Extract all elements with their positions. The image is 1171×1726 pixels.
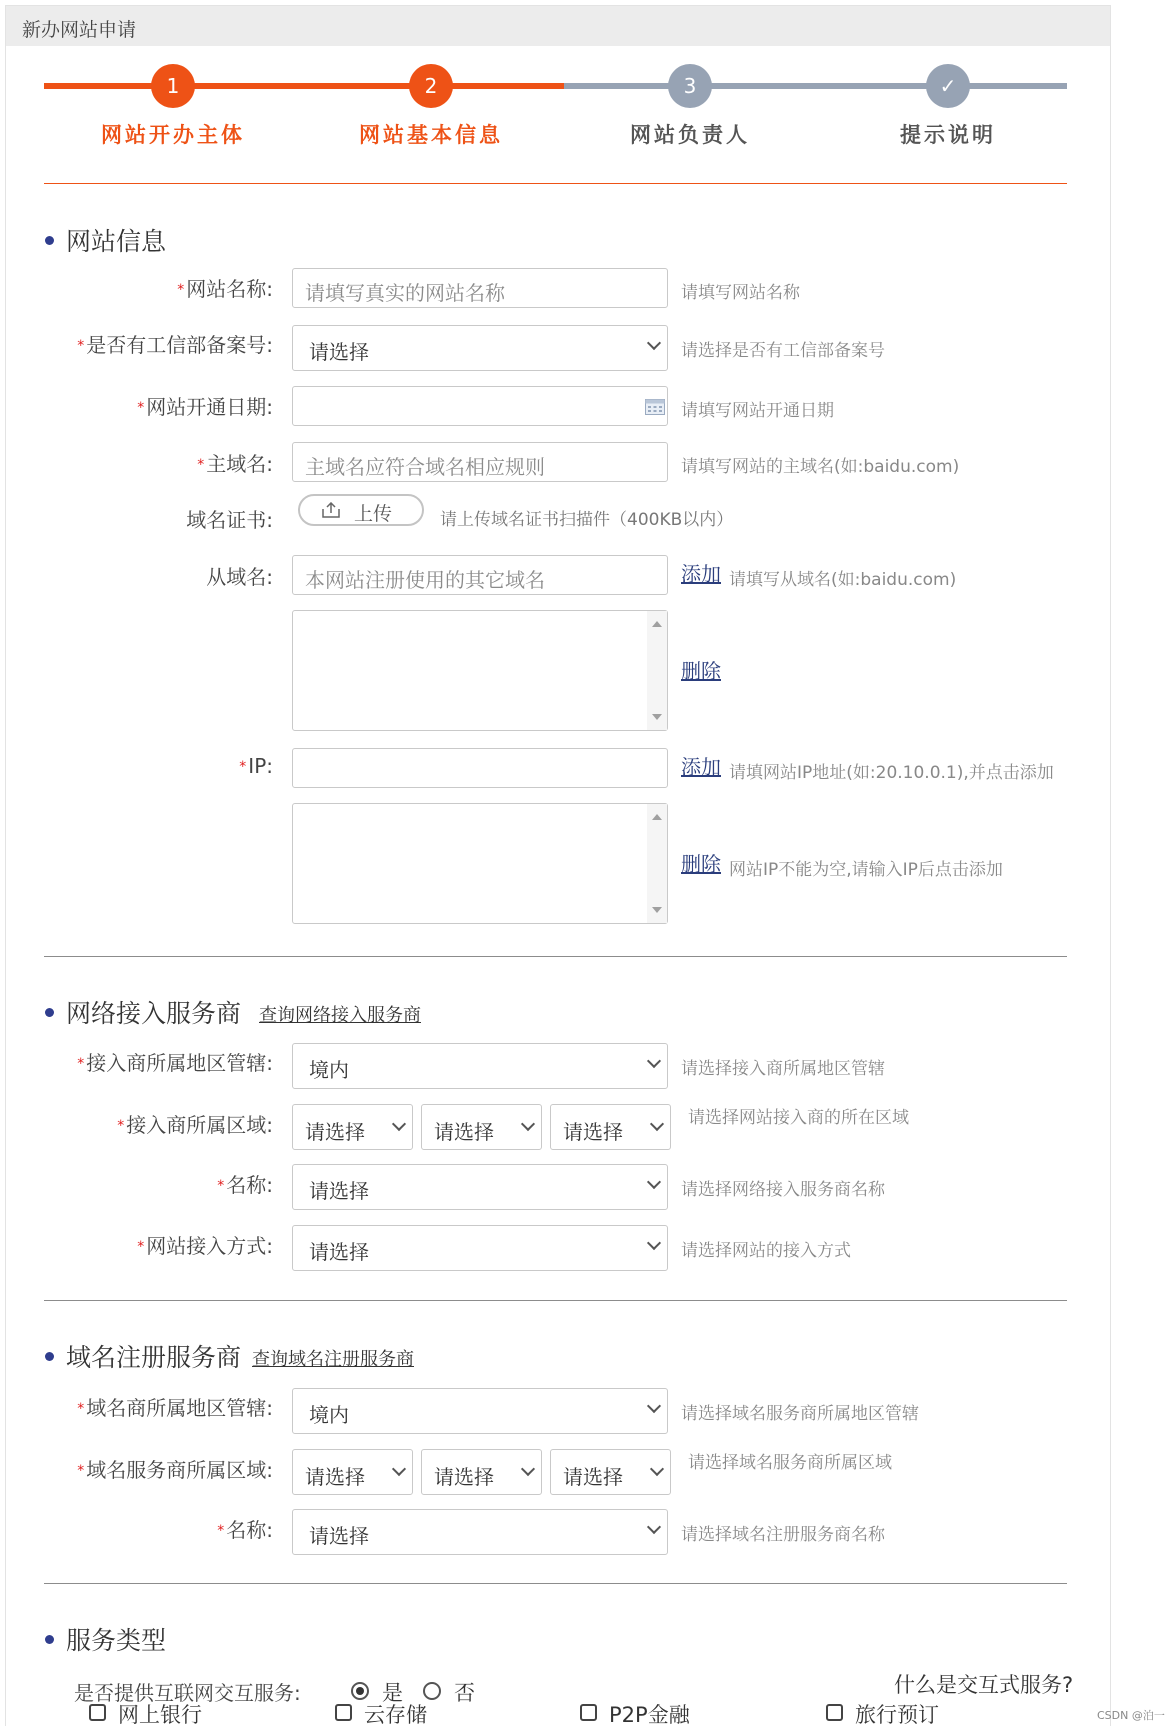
registrar-region-admin-hint: 请选择域名服务商所属地区管辖 — [681, 1404, 919, 1424]
calendar-icon[interactable] — [645, 399, 665, 415]
progress-line-todo — [564, 83, 1067, 89]
step-4-label[interactable]: 提示说明 — [900, 123, 996, 147]
bullet-icon — [45, 1008, 54, 1017]
ip-input[interactable] — [292, 748, 668, 788]
bullet-icon — [45, 1352, 54, 1361]
option-online-banking-label[interactable]: 网上银行 — [118, 1703, 202, 1726]
main-domain-label: * 主域名: — [197, 452, 273, 476]
step-1-label[interactable]: 网站开办主体 — [101, 123, 245, 147]
registrar-region-admin-select[interactable]: 境内 — [292, 1388, 668, 1434]
watermark: CSDN @泊一 — [1097, 1709, 1165, 1722]
sub-domain-list[interactable] — [292, 610, 668, 731]
chevron-down-icon — [647, 1175, 661, 1189]
isp-region-label: * 接入商所属区域: — [117, 1113, 273, 1137]
isp-region-admin-select[interactable]: 境内 — [292, 1043, 668, 1089]
steps-divider — [44, 183, 1067, 184]
chevron-down-icon — [647, 1520, 661, 1534]
access-mode-select[interactable]: 请选择 — [292, 1225, 668, 1271]
scroll-down-icon[interactable] — [652, 714, 662, 720]
access-mode-label: * 网站接入方式: — [137, 1234, 273, 1258]
sub-domain-label: 从域名: — [206, 565, 273, 589]
option-p2p-finance-label[interactable]: P2P金融 — [609, 1703, 690, 1726]
sub-domain-add-link[interactable]: 添加 — [681, 562, 721, 586]
checkbox-travel-booking[interactable] — [826, 1704, 843, 1721]
site-name-label: * 网站名称: — [177, 277, 273, 301]
access-mode-hint: 请选择网站的接入方式 — [681, 1241, 851, 1261]
registrar-region-label: * 域名服务商所属区域: — [77, 1458, 273, 1482]
upload-icon — [322, 502, 340, 518]
registrar-name-select[interactable]: 请选择 — [292, 1509, 668, 1555]
sub-domain-input[interactable]: 本网站注册使用的其它域名 — [292, 555, 668, 595]
interactive-service-label: 是否提供互联网交互服务: — [74, 1681, 301, 1705]
bullet-icon — [45, 1635, 54, 1644]
section-site-info: 网站信息 — [45, 222, 166, 258]
chevron-down-icon — [647, 1236, 661, 1250]
step-4-marker[interactable]: ✓ — [926, 64, 970, 108]
step-3-marker[interactable]: 3 — [668, 64, 712, 108]
section-registrar: 域名注册服务商 — [45, 1338, 241, 1374]
radio-yes-label[interactable]: 是 — [382, 1681, 403, 1705]
isp-name-label: * 名称: — [217, 1173, 273, 1197]
checkbox-online-banking[interactable] — [89, 1704, 106, 1721]
registrar-query-link[interactable]: 查询域名注册服务商 — [252, 1349, 414, 1370]
scrollbar[interactable] — [647, 804, 667, 923]
cert-label: 域名证书: — [186, 508, 273, 532]
site-name-input[interactable]: 请填写真实的网站名称 — [292, 268, 668, 308]
step-1-marker[interactable]: 1 — [151, 64, 195, 108]
chevron-down-icon — [521, 1462, 535, 1476]
sub-domain-delete-link[interactable]: 删除 — [681, 659, 721, 683]
registrar-name-hint: 请选择域名注册服务商名称 — [681, 1525, 885, 1545]
registrar-district-select[interactable]: 请选择 — [550, 1449, 671, 1495]
chevron-down-icon — [650, 1117, 664, 1131]
isp-name-select[interactable]: 请选择 — [292, 1164, 668, 1210]
checkbox-p2p-finance[interactable] — [580, 1704, 597, 1721]
isp-province-select[interactable]: 请选择 — [292, 1104, 413, 1150]
checkbox-cloud-storage[interactable] — [335, 1704, 352, 1721]
ip-list[interactable] — [292, 803, 668, 924]
cert-hint: 请上传域名证书扫描件（400KB以内） — [440, 510, 734, 530]
page-title: 新办网站申请 — [22, 19, 137, 41]
scroll-up-icon[interactable] — [652, 814, 662, 820]
scrollbar[interactable] — [647, 611, 667, 730]
chevron-down-icon — [392, 1462, 406, 1476]
ip-hint: 请填网站IP地址(如:20.10.0.1),并点击添加 — [729, 763, 1054, 783]
step-3-label[interactable]: 网站负责人 — [630, 123, 750, 147]
section-divider — [44, 956, 1067, 957]
registrar-name-label: * 名称: — [217, 1518, 273, 1542]
isp-city-select[interactable]: 请选择 — [421, 1104, 542, 1150]
chevron-down-icon — [521, 1117, 535, 1131]
title-bar — [6, 6, 1110, 46]
chevron-down-icon — [647, 336, 661, 350]
scroll-down-icon[interactable] — [652, 907, 662, 913]
isp-query-link[interactable]: 查询网络接入服务商 — [259, 1005, 421, 1026]
registrar-region-hint: 请选择域名服务商所属区域 — [688, 1453, 892, 1473]
upload-button[interactable]: 上传 — [298, 494, 424, 526]
chevron-down-icon — [392, 1117, 406, 1131]
isp-region-admin-hint: 请选择接入商所属地区管辖 — [681, 1059, 885, 1079]
radio-no[interactable] — [423, 1682, 441, 1700]
section-divider — [44, 1583, 1067, 1584]
progress-line-done — [44, 83, 564, 89]
section-service-type: 服务类型 — [45, 1621, 166, 1657]
ip-delete-link[interactable]: 删除 — [681, 852, 721, 876]
option-cloud-storage-label[interactable]: 云存储 — [364, 1703, 427, 1726]
chevron-down-icon — [650, 1462, 664, 1476]
radio-no-label[interactable]: 否 — [454, 1681, 475, 1705]
step-2-marker[interactable]: 2 — [409, 64, 453, 108]
open-date-input[interactable] — [292, 386, 668, 426]
chevron-down-icon — [647, 1399, 661, 1413]
isp-region-hint: 请选择网站接入商的所在区域 — [688, 1108, 909, 1128]
radio-yes[interactable] — [351, 1682, 369, 1700]
sub-domain-hint: 请填写从域名(如:baidu.com) — [729, 570, 957, 590]
registrar-region-admin-label: * 域名商所属地区管辖: — [77, 1396, 273, 1420]
section-divider — [44, 1300, 1067, 1301]
isp-district-select[interactable]: 请选择 — [550, 1104, 671, 1150]
scroll-up-icon[interactable] — [652, 621, 662, 627]
isp-region-admin-label: * 接入商所属地区管辖: — [77, 1051, 273, 1075]
step-2-label[interactable]: 网站基本信息 — [359, 123, 503, 147]
icp-select[interactable]: 请选择 — [292, 325, 668, 371]
isp-name-hint: 请选择网络接入服务商名称 — [681, 1180, 885, 1200]
what-is-interactive-link[interactable]: 什么是交互式服务? — [894, 1673, 1074, 1697]
registrar-city-select[interactable]: 请选择 — [421, 1449, 542, 1495]
chevron-down-icon — [647, 1054, 661, 1068]
bullet-icon — [45, 236, 54, 245]
ip-label: * IP: — [239, 754, 273, 778]
section-isp: 网络接入服务商 — [45, 994, 241, 1030]
ip-delete-hint: 网站IP不能为空,请输入IP后点击添加 — [729, 860, 1003, 880]
icp-hint: 请选择是否有工信部备案号 — [681, 341, 885, 361]
registrar-province-select[interactable]: 请选择 — [292, 1449, 413, 1495]
ip-add-link[interactable]: 添加 — [681, 755, 721, 779]
option-travel-booking-label[interactable]: 旅行预订 — [855, 1703, 939, 1726]
main-domain-hint: 请填写网站的主域名(如:baidu.com) — [681, 457, 960, 477]
open-date-hint: 请填写网站开通日期 — [681, 401, 834, 421]
main-domain-input[interactable]: 主域名应符合域名相应规则 — [292, 442, 668, 482]
open-date-label: * 网站开通日期: — [137, 395, 273, 419]
site-name-hint: 请填写网站名称 — [681, 283, 800, 303]
icp-label: * 是否有工信部备案号: — [77, 333, 273, 357]
